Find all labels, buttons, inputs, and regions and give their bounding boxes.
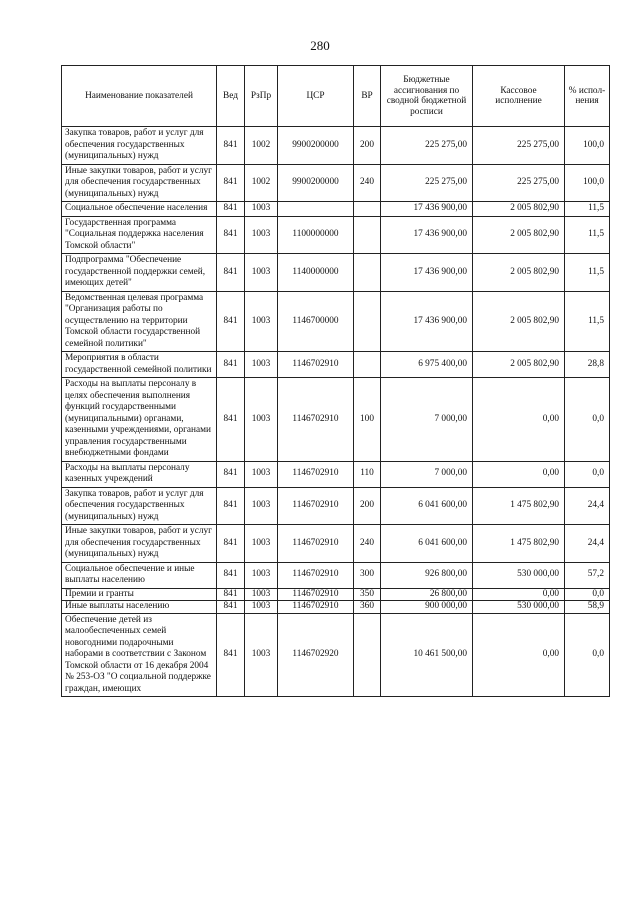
row-csr: 1146702910 — [278, 588, 354, 601]
row-name: Социальное обеспечение населения — [62, 202, 217, 217]
row-vr: 240 — [354, 164, 381, 202]
table-row — [62, 291, 610, 352]
row-vr: 200 — [354, 487, 381, 525]
header-pct: % испол-нения — [565, 66, 610, 127]
row-ved: 841 — [217, 378, 245, 462]
row-kas: 530 000,00 — [473, 601, 565, 614]
row-plan: 225 275,00 — [381, 164, 473, 202]
row-ved: 841 — [217, 352, 245, 378]
table-row — [62, 562, 610, 588]
row-ved: 841 — [217, 461, 245, 487]
row-ved: 841 — [217, 216, 245, 254]
row-ved: 841 — [217, 562, 245, 588]
row-pct: 0,0 — [565, 461, 610, 487]
row-ved: 841 — [217, 202, 245, 217]
row-name: Государственная программа "Социальная поддержка населения Томской области" — [62, 216, 217, 254]
row-name: Подпрограмма "Обеспечение государственной поддержки семей, имеющих детей" — [62, 254, 217, 292]
header-rzpr: РзПр — [245, 66, 278, 127]
row-kas: 225 275,00 — [473, 127, 565, 165]
row-plan: 7 000,00 — [381, 461, 473, 487]
row-pct: 0,0 — [565, 613, 610, 697]
row-rzpr: 1003 — [245, 352, 278, 378]
row-vr — [354, 613, 381, 697]
row-csr: 1146702910 — [278, 601, 354, 614]
table-row — [62, 525, 610, 563]
header-csr: ЦСР — [278, 66, 354, 127]
row-name: Ведомственная целевая программа "Организация работы по осуществлению на территории Томской области государственной семейной политики" — [62, 291, 217, 352]
row-kas: 0,00 — [473, 588, 565, 601]
table-row — [62, 352, 610, 378]
table-row — [62, 601, 610, 614]
row-rzpr: 1003 — [245, 525, 278, 563]
row-name: Закупка товаров, работ и услуг для обеспечения государственных (муниципальных) нужд — [62, 487, 217, 525]
row-plan: 17 436 900,00 — [381, 216, 473, 254]
row-plan: 926 800,00 — [381, 562, 473, 588]
row-plan: 26 800,00 — [381, 588, 473, 601]
row-plan: 10 461 500,00 — [381, 613, 473, 697]
row-kas: 1 475 802,90 — [473, 525, 565, 563]
row-ved: 841 — [217, 525, 245, 563]
row-name: Расходы на выплаты персоналу казенных учреждений — [62, 461, 217, 487]
row-vr: 300 — [354, 562, 381, 588]
row-ved: 841 — [217, 254, 245, 292]
header-ved: Вед — [217, 66, 245, 127]
row-pct: 11,5 — [565, 202, 610, 217]
row-plan: 6 975 400,00 — [381, 352, 473, 378]
row-name: Иные закупки товаров, работ и услуг для обеспечения государственных (муниципальных) нужд — [62, 525, 217, 563]
row-name: Социальное обеспечение и иные выплаты населению — [62, 562, 217, 588]
table-row — [62, 216, 610, 254]
row-rzpr: 1002 — [245, 127, 278, 165]
row-pct: 24,4 — [565, 525, 610, 563]
row-plan: 6 041 600,00 — [381, 487, 473, 525]
budget-table — [61, 65, 610, 697]
row-vr: 100 — [354, 378, 381, 462]
row-csr: 1146702910 — [278, 562, 354, 588]
row-rzpr: 1003 — [245, 291, 278, 352]
row-csr: 1146702910 — [278, 352, 354, 378]
row-ved: 841 — [217, 613, 245, 697]
table-row — [62, 461, 610, 487]
row-kas: 225 275,00 — [473, 164, 565, 202]
table-row — [62, 254, 610, 292]
row-name: Обеспечение детей из малообеспеченных семей новогодними подарочными наборами в соответствии с Законом Томской области от 16 декабря 2004 № 253-ОЗ "О социальной поддержке граждан, имеющих — [62, 613, 217, 697]
row-kas: 0,00 — [473, 461, 565, 487]
header-name: Наименование показателей — [62, 66, 217, 127]
row-kas: 2 005 802,90 — [473, 216, 565, 254]
row-csr: 9900200000 — [278, 127, 354, 165]
row-pct: 0,0 — [565, 378, 610, 462]
row-rzpr: 1003 — [245, 562, 278, 588]
row-kas: 0,00 — [473, 613, 565, 697]
row-ved: 841 — [217, 291, 245, 352]
row-vr: 240 — [354, 525, 381, 563]
row-ved: 841 — [217, 127, 245, 165]
row-csr: 1146702920 — [278, 613, 354, 697]
row-kas: 2 005 802,90 — [473, 202, 565, 217]
row-ved: 841 — [217, 588, 245, 601]
row-vr: 350 — [354, 588, 381, 601]
row-rzpr: 1003 — [245, 378, 278, 462]
row-rzpr: 1002 — [245, 164, 278, 202]
row-plan: 225 275,00 — [381, 127, 473, 165]
row-rzpr: 1003 — [245, 613, 278, 697]
row-kas: 0,00 — [473, 378, 565, 462]
row-pct: 24,4 — [565, 487, 610, 525]
row-ved: 841 — [217, 601, 245, 614]
table-row — [62, 378, 610, 462]
row-plan: 17 436 900,00 — [381, 254, 473, 292]
header-vr: ВР — [354, 66, 381, 127]
row-pct: 57,2 — [565, 562, 610, 588]
table-row — [62, 487, 610, 525]
row-kas: 2 005 802,90 — [473, 352, 565, 378]
row-rzpr: 1003 — [245, 601, 278, 614]
row-csr: 9900200000 — [278, 164, 354, 202]
row-pct: 100,0 — [565, 127, 610, 165]
row-name: Расходы на выплаты персоналу в целях обеспечения выполнения функций государственными (муниципальными) органами, казенными учреждениями, органами управления государственными внебюджетными фондами — [62, 378, 217, 462]
page-number: 280 — [310, 38, 330, 53]
row-name: Премии и гранты — [62, 588, 217, 601]
table-row — [62, 202, 610, 217]
row-rzpr: 1003 — [245, 588, 278, 601]
header-kas: Кассовое исполнение — [473, 66, 565, 127]
row-kas: 2 005 802,90 — [473, 254, 565, 292]
row-plan: 17 436 900,00 — [381, 202, 473, 217]
header-plan: Бюджетные ассигнования по сводной бюджетной росписи — [381, 66, 473, 127]
row-pct: 11,5 — [565, 216, 610, 254]
row-pct: 28,8 — [565, 352, 610, 378]
row-vr — [354, 202, 381, 217]
row-csr: 1146702910 — [278, 461, 354, 487]
row-vr: 360 — [354, 601, 381, 614]
row-pct: 58,9 — [565, 601, 610, 614]
row-csr: 1146702910 — [278, 525, 354, 563]
row-plan: 7 000,00 — [381, 378, 473, 462]
table-row — [62, 164, 610, 202]
row-pct: 100,0 — [565, 164, 610, 202]
row-pct: 11,5 — [565, 291, 610, 352]
row-plan: 17 436 900,00 — [381, 291, 473, 352]
row-pct: 11,5 — [565, 254, 610, 292]
row-ved: 841 — [217, 487, 245, 525]
row-name: Мероприятия в области государственной семейной политики — [62, 352, 217, 378]
row-rzpr: 1003 — [245, 487, 278, 525]
row-plan: 900 000,00 — [381, 601, 473, 614]
table-row — [62, 588, 610, 601]
row-rzpr: 1003 — [245, 202, 278, 217]
row-kas: 530 000,00 — [473, 562, 565, 588]
table-header-row — [62, 66, 610, 127]
row-name: Иные выплаты населению — [62, 601, 217, 614]
row-kas: 2 005 802,90 — [473, 291, 565, 352]
row-csr — [278, 202, 354, 217]
row-csr: 1140000000 — [278, 254, 354, 292]
row-rzpr: 1003 — [245, 461, 278, 487]
row-csr: 1100000000 — [278, 216, 354, 254]
row-vr: 110 — [354, 461, 381, 487]
row-csr: 1146700000 — [278, 291, 354, 352]
row-csr: 1146702910 — [278, 487, 354, 525]
row-vr — [354, 216, 381, 254]
row-ved: 841 — [217, 164, 245, 202]
row-vr — [354, 254, 381, 292]
table-row — [62, 127, 610, 165]
row-rzpr: 1003 — [245, 254, 278, 292]
table-row — [62, 613, 610, 697]
row-plan: 6 041 600,00 — [381, 525, 473, 563]
row-pct: 0,0 — [565, 588, 610, 601]
row-name: Закупка товаров, работ и услуг для обеспечения государственных (муниципальных) нужд — [62, 127, 217, 165]
row-vr — [354, 291, 381, 352]
row-rzpr: 1003 — [245, 216, 278, 254]
row-vr: 200 — [354, 127, 381, 165]
row-vr — [354, 352, 381, 378]
row-kas: 1 475 802,90 — [473, 487, 565, 525]
row-csr: 1146702910 — [278, 378, 354, 462]
row-name: Иные закупки товаров, работ и услуг для обеспечения государственных (муниципальных) нужд — [62, 164, 217, 202]
